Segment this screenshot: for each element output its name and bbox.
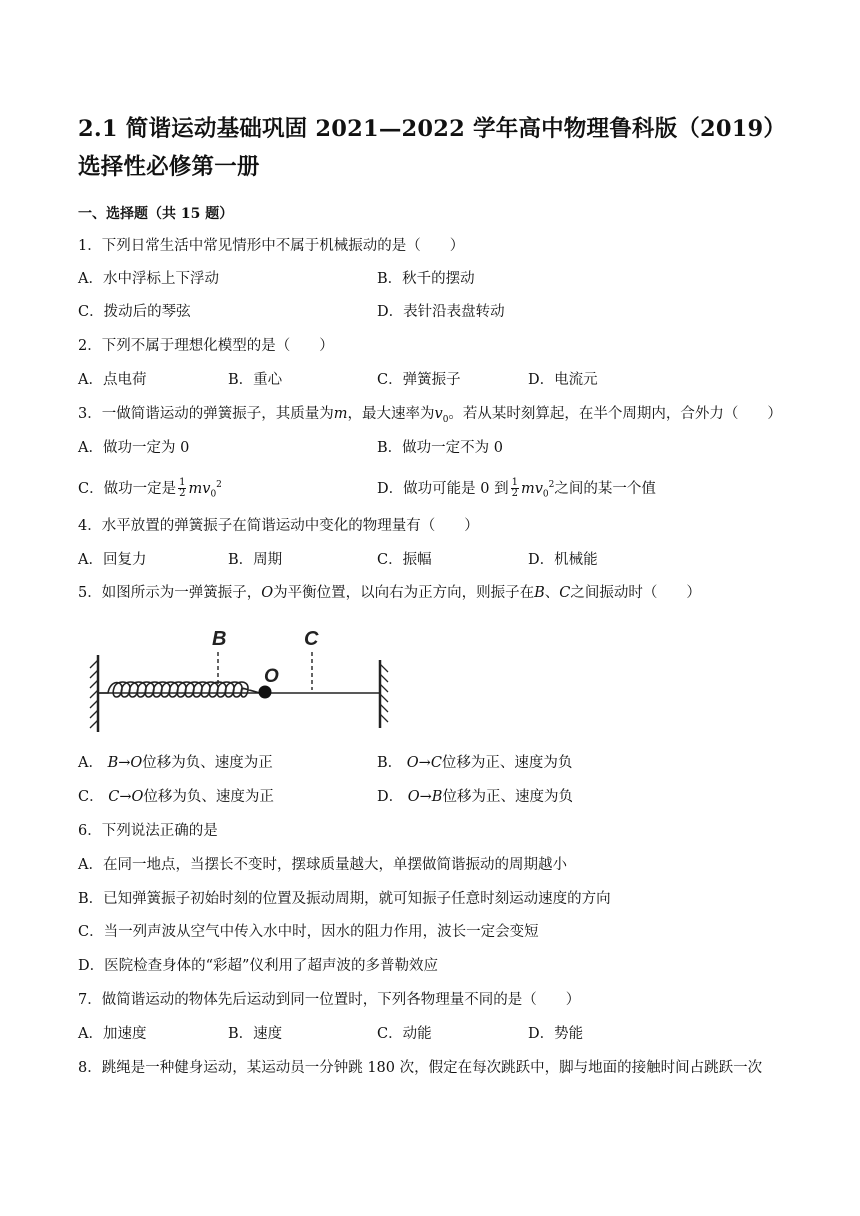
question-2-option-d: D．电流元 [528,372,598,388]
question-7-stem: 7．做简谐运动的物体先后运动到同一位置时，下列各物理量不同的是（ ） [78,992,581,1008]
question-1-option-c: C．拨动后的琴弦 [78,304,191,320]
question-3-option-b: B．做功一定不为 0 [377,440,503,456]
question-6-option-a: A．在同一地点，当摆长不变时，摆球质量越大，单摆做简谐振动的周期越小 [78,857,567,873]
section-heading: 一、选择题（共 15 题） [78,206,234,222]
question-5-stem: 5．如图所示为一弹簧振子，O为平衡位置，以向右为正方向，则振子在B、C之间振动时（ ） [78,585,701,601]
question-3-option-a: A．做功一定为 0 [78,440,190,456]
question-1-option-b: B．秋千的摆动 [377,271,475,287]
question-2-option-c: C．弹簧振子 [377,372,461,388]
question-7-option-b: B．速度 [228,1026,283,1042]
question-4-option-d: D．机械能 [528,552,598,568]
label-c: C [304,628,319,650]
label-b: B [212,628,227,650]
question-2-option-a: A．点电荷 [78,372,147,388]
fraction-half: $\frac{1}{2}$ [511,477,518,500]
question-6-stem: 6．下列说法正确的是 [78,823,218,839]
question-4-option-a: A．回复力 [78,552,147,568]
question-4-option-b: B．周期 [228,552,283,568]
question-4-stem: 4．水平放置的弹簧振子在简谐运动中变化的物理量有（ ） [78,518,479,534]
fraction-half: $\frac{1}{2}$ [179,477,186,500]
spring-coil [98,682,260,697]
question-6-option-b: B．已知弹簧振子初始时刻的位置及振动周期，就可知振子任意时刻运动速度的方向 [78,891,611,907]
question-8-stem: 8．跳绳是一种健身运动，某运动员一分钟跳 180 次，假定在每次跳跃中，脚与地面的接触时间占跳跃一次 [78,1060,763,1076]
question-5-option-d: D． O→B位移为正、速度为负 [377,789,573,805]
question-7-option-a: A．加速度 [78,1026,147,1042]
question-4-option-c: C．振幅 [377,552,432,568]
question-7-option-d: D．势能 [528,1026,584,1042]
question-6-option-d: D．医院检查身体的“彩超”仪利用了超声波的多普勒效应 [78,958,438,974]
question-7-option-c: C．动能 [377,1026,432,1042]
question-1-option-a: A．水中浮标上下浮动 [78,271,219,287]
question-1-stem: 1．下列日常生活中常见情形中不属于机械振动的是（ ） [78,238,465,254]
question-3-stem: 3．一做简谐运动的弹簧振子，其质量为m，最大速率为$v_0$。若从某时刻算起，在半个周期内，合外力（ ） [78,406,782,425]
oscillator-ball [259,686,272,699]
spring-oscillator-figure [88,622,408,742]
document-title: 2.1 简谐运动基础巩固 2021—2022 学年高中物理鲁科版（2019）选择性必修第一册 [78,116,787,180]
label-o: O [264,666,279,687]
question-2-stem: 2．下列不属于理想化模型的是（ ） [78,338,334,354]
question-5-option-a: A． B→O位移为负、速度为正 [78,755,273,771]
question-5-option-b: B． O→C位移为正、速度为负 [377,755,573,771]
question-2-option-b: B．重心 [228,372,283,388]
question-3-option-d: D．做功可能是 0 到 $\frac{1}{2}$ $mv_0^2$之间的某一个值 [377,477,656,500]
question-3-option-c: C．做功一定是 $\frac{1}{2}$ $mv_0^2$ [78,477,222,500]
question-5-option-c: C． C→O位移为负、速度为正 [78,789,274,805]
question-1-option-d: D．表针沿表盘转动 [377,304,505,320]
question-6-option-c: C．当一列声波从空气中传入水中时，因水的阻力作用，波长一定会变短 [78,924,539,940]
